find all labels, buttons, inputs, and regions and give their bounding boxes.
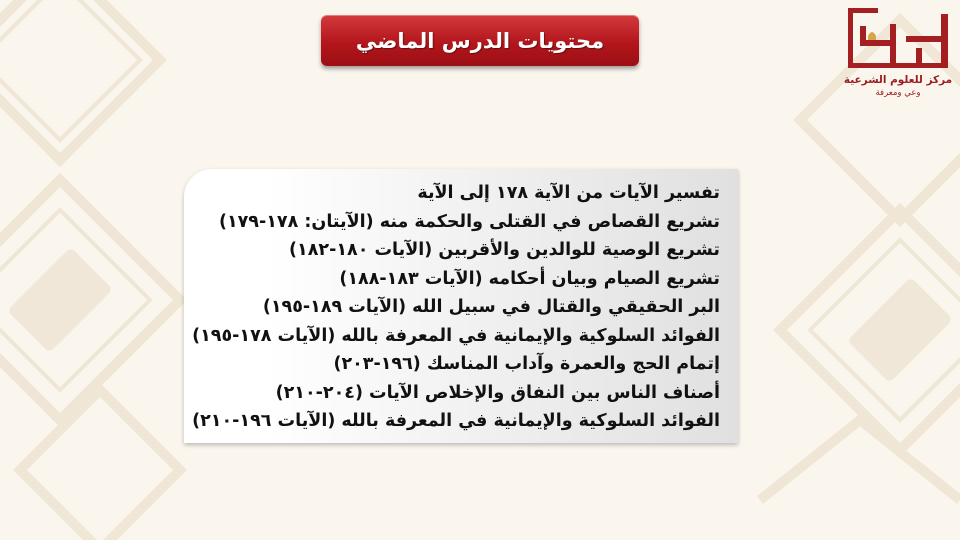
list-item: البر الحقيقي والقتال في سبيل الله (الآيات ١٨٩-١٩٥) [262, 297, 720, 317]
content-panel [184, 169, 738, 443]
list-item: تشريع القصاص في القتلى والحكمة منه (الآيتان: ١٧٨-١٧٩) [218, 211, 720, 232]
slide-title: محتويات الدرس الماضي [355, 28, 605, 53]
list-item: تفسير الآيات من الآية ١٧٨ إلى الآية [417, 183, 720, 203]
list-item: أصناف الناس بين النفاق والإخلاص الآيات (٢٠٤-٢١٠) [275, 382, 720, 403]
list-item: الفوائد السلوكية والإيمانية في المعرفة بالله (الآيات ١٧٨-١٩٥) [192, 325, 720, 346]
logo-subtagline: وعي ومعرفة [875, 88, 921, 98]
title-bar [321, 15, 639, 66]
list-item: تشريع الصيام وبيان أحكامه (الآيات ١٨٣-١٨٨) [339, 268, 720, 289]
contents-list [192, 179, 720, 436]
logo-tagline: مركز للعلوم الشرعية [843, 74, 953, 86]
list-item: الفوائد السلوكية والإيمانية في المعرفة بالله (الآيات ١٩٦-٢١٠) [192, 411, 720, 431]
list-item: إتمام الحج والعمرة وآداب المناسك (١٩٦-٢٠٣) [333, 354, 720, 374]
list-item: تشريع الوصية للوالدين والأقربين (الآيات ١٨٠-١٨٢) [289, 240, 720, 260]
